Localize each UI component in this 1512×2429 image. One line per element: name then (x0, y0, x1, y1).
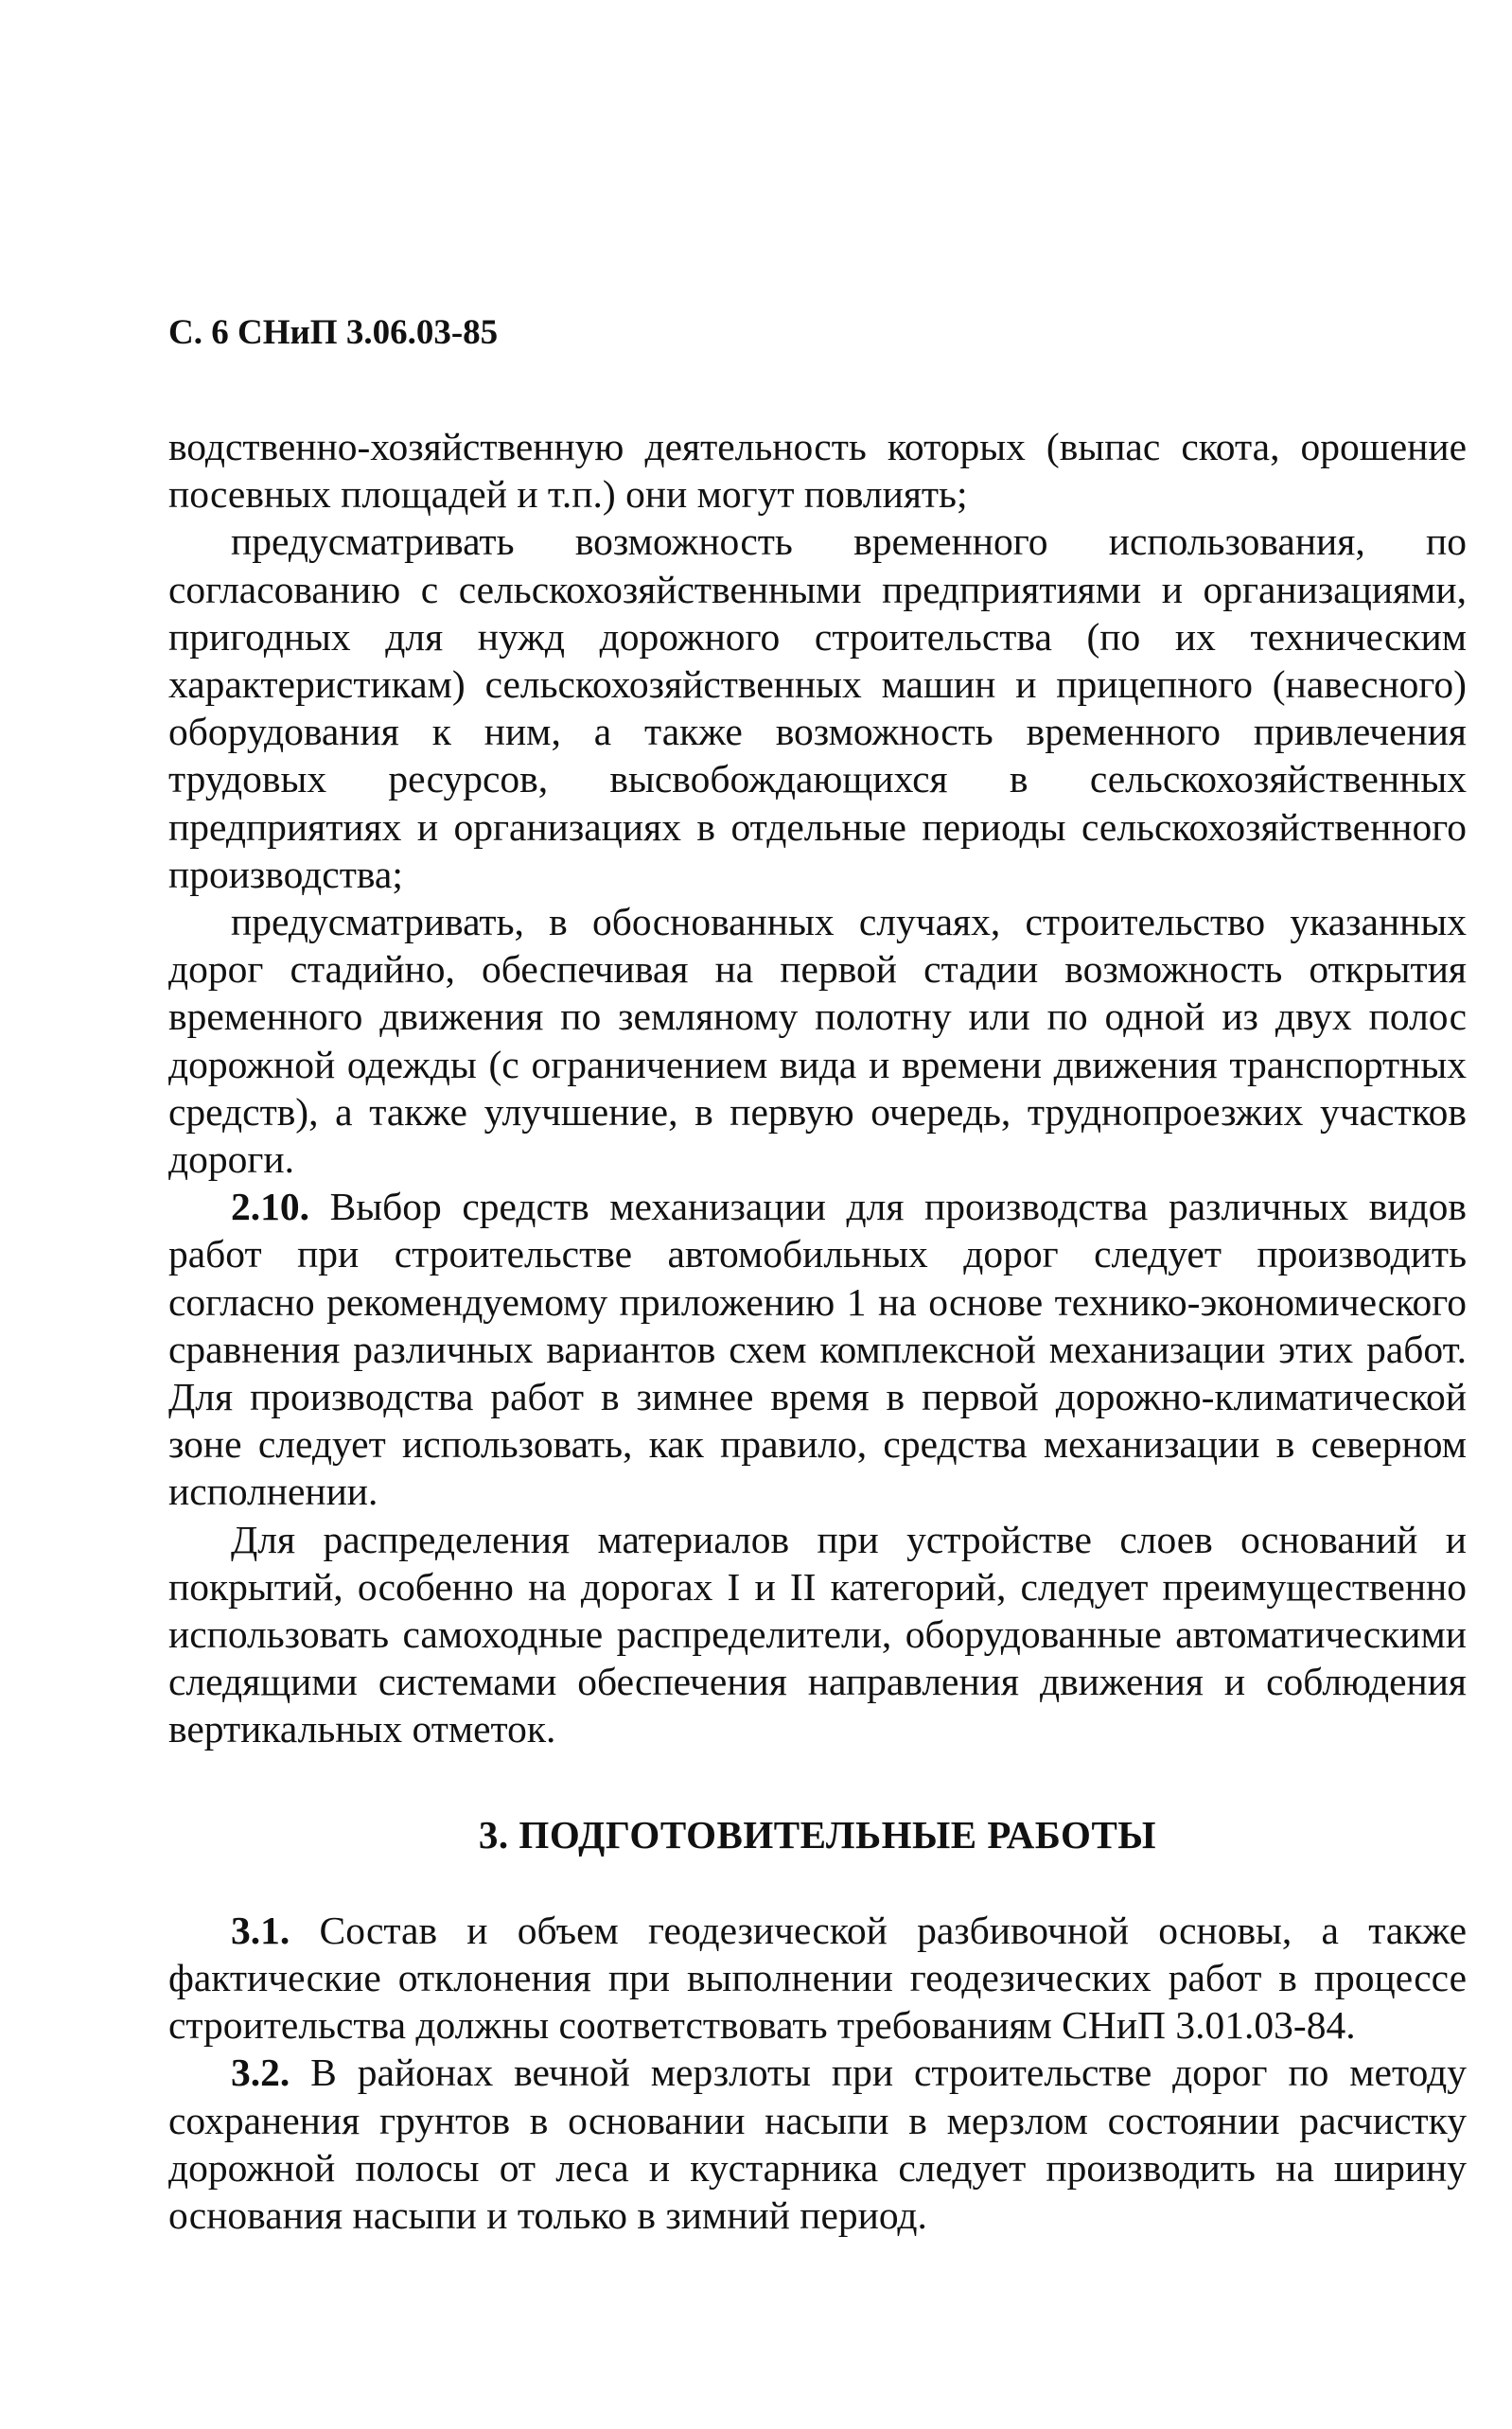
paragraph-text: предусматривать, в обоснованных случаях, строительство указанных дорог стадийно, обеспечивая на первой стадии возможность открытия временного движения по земляному полотну или по одной из двух полос дорожной одежды (с ограничением вида и времени движения транспортных средств), а также улучшение, в первую очередь, труднопроезжих участков дороги. (168, 900, 1467, 1182)
clause-number: 2.10. (231, 1185, 309, 1229)
paragraph-text: Состав и объем геодезической разбивочной основы, а также фактические отклонения при выполнении геодезических работ в процессе строительства должны соответствовать требованиям СНиП 3.01.03-84. (168, 1908, 1467, 2048)
paragraph-text: В районах вечной мерзлоты при строительстве дорог по методу сохранения грунтов в основании насыпи в мерзлом состоянии расчистку дорожной полосы от леса и кустарника следует производить на ширину основания насыпи и только в зимний период. (168, 2051, 1467, 2237)
paragraph-staged-construction (168, 898, 1467, 1183)
paragraph-temporary-use (168, 518, 1467, 898)
paragraph-distribution (168, 1516, 1467, 1753)
paragraph-3-1 (168, 1907, 1467, 2050)
paragraph-text: водственно-хозяйственную деятельность которых (выпас скота, орошение посевных площадей и т.п.) они могут повлиять; (168, 425, 1467, 517)
paragraph-2-10 (168, 1183, 1467, 1515)
section-heading: 3. ПОДГОТОВИТЕЛЬНЫЕ РАБОТЫ (478, 1812, 1157, 1857)
paragraph-text: Для распределения материалов при устройстве слоев оснований и покрытий, особенно на дорогах I и II категорий, следует преимущественно использовать самоходные распределители, оборудованные автоматическими следящими системами обеспечения направления движения и соблюдения вертикальных отметок. (168, 1517, 1467, 1751)
paragraph-continuation (168, 423, 1467, 518)
clause-number: 3.2. (231, 2051, 290, 2095)
running-head: С. 6 СНиП 3.06.03-85 (168, 313, 499, 352)
paragraph-3-2 (168, 2049, 1467, 2239)
paragraph-text: предусматривать возможность временного использования, по согласованию с сельскохозяйственными предприятиями и организациями, пригодных для нужд дорожного строительства (по их техническим характеристикам) сельскохозяйственных машин и прицепного (навесного) оборудования к ним, а также возможность временного привлечения трудовых ресурсов, высвобождающихся в сельскохозяйственных предприятиях и организациях в отдельные периоды сельскохозяйственного производства; (168, 519, 1467, 896)
paragraph-text: Выбор средств механизации для производства различных видов работ при строительстве автомобильных дорог следует производить согласно рекомендуемому приложению 1 на основе технико-экономического сравнения различных вариантов схем комплексной механизации этих работ. Для производства работ в зимнее время в первой дорожно-климатической зоне следует использовать, как правило, средства механизации в северном исполнении. (168, 1185, 1467, 1514)
document-page (168, 312, 1467, 2239)
clause-number: 3.1. (231, 1908, 290, 1952)
